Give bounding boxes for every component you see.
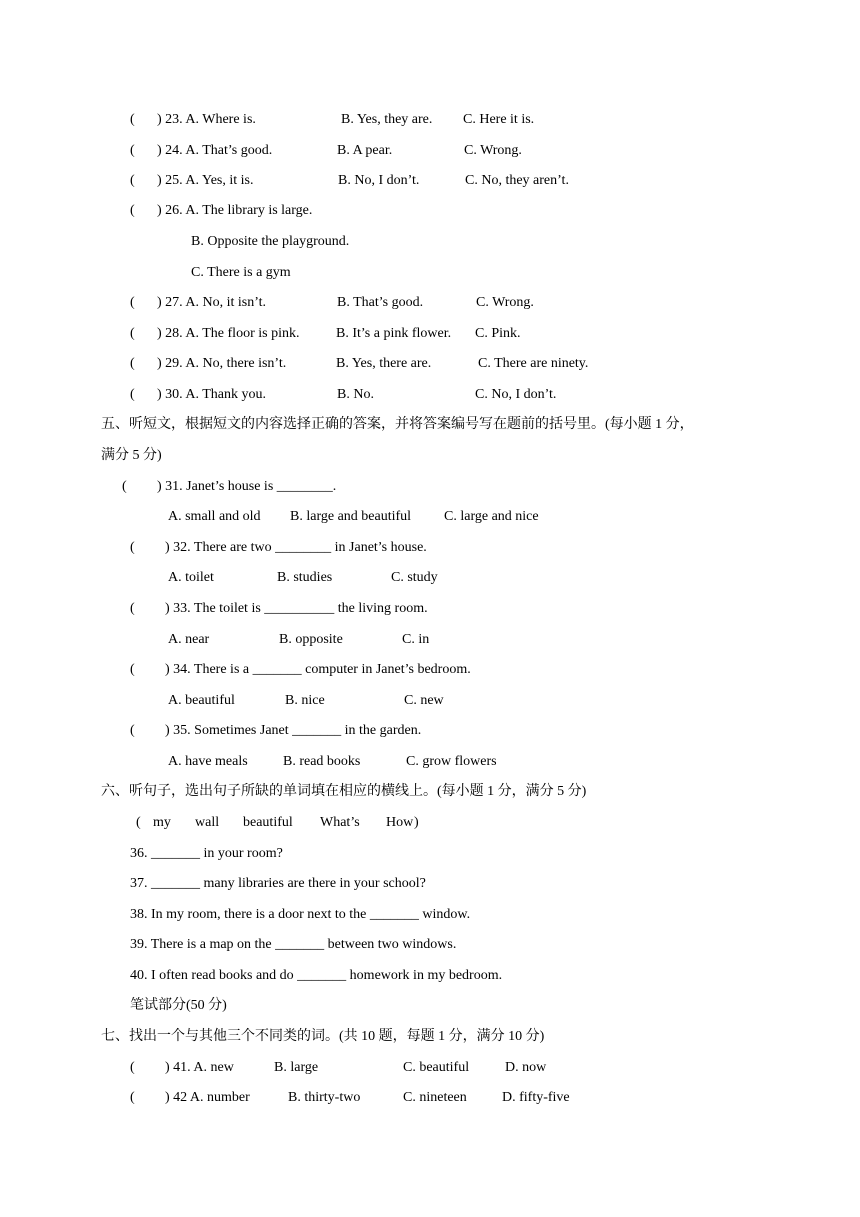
option-b: B. That’s good. [337, 295, 424, 310]
option-c: C. Pink. [475, 326, 521, 341]
question-stem: ) 33. The toilet is __________ the living room. [165, 601, 428, 616]
question-stem: ) 32. There are two ________ in Janet’s house. [165, 540, 427, 555]
option-a: A. have meals [168, 754, 248, 769]
option-c: C. beautiful [403, 1060, 470, 1075]
word-bank-word: What’s [320, 815, 360, 830]
sentence-text: 38. In my room, there is a door next to the _______ window. [130, 907, 471, 922]
answer-bracket: ( [130, 662, 135, 677]
option-d: D. now [505, 1060, 547, 1075]
question-stem: ) 30. A. Thank you. [157, 387, 267, 402]
option-b: B. No, I don’t. [338, 173, 420, 188]
answer-bracket: ( [130, 203, 135, 218]
sentence-text: 39. There is a map on the _______ between two windows. [130, 937, 457, 952]
section-heading-text: 五、听短文，根据短文的内容选择正确的答案，并将答案编号写在题前的括号里。(每小题 1 分， [101, 417, 694, 432]
option-c: C. There is a gym [191, 265, 291, 280]
option-c: C. Here it is. [463, 112, 535, 127]
option-a: A. small and old [168, 509, 261, 524]
question-stem: ) 31. Janet’s house is ________. [157, 479, 337, 494]
sentence-text: 40. I often read books and do _______ homework in my bedroom. [130, 968, 503, 983]
option-b: B. read books [283, 754, 361, 769]
option-c: C. nineteen [403, 1090, 467, 1105]
option-c: C. large and nice [444, 509, 539, 524]
option-c: C. study [391, 570, 438, 585]
option-b: B. Yes, there are. [336, 356, 432, 371]
option-b: B. large and beautiful [290, 509, 412, 524]
option-c: C. No, I don’t. [475, 387, 557, 402]
option-d: D. fifty-five [502, 1090, 570, 1105]
word-bank-word: How [386, 815, 414, 830]
option-b: B. No. [337, 387, 374, 402]
word-bank-word: wall [195, 815, 220, 830]
option-b: B. nice [285, 693, 325, 708]
word-bank-close: ) [414, 815, 419, 830]
option-c: C. Wrong. [464, 143, 522, 158]
option-c: C. Wrong. [476, 295, 534, 310]
answer-bracket: ( [130, 387, 135, 402]
option-a: A. near [168, 632, 210, 647]
question-42 [0, 1089, 570, 1197]
word-bank-open: ( [136, 815, 141, 830]
option-b: B. large [274, 1060, 319, 1075]
section-heading-text: 七、找出一个与其他三个不同类的词。(共 10 题，每题 1 分，满分 10 分) [101, 1029, 545, 1044]
option-a: A. toilet [168, 570, 214, 585]
answer-bracket: ( [130, 1090, 135, 1105]
answer-bracket: ( [130, 723, 135, 738]
answer-bracket: ( [130, 356, 135, 371]
option-b: B. studies [277, 570, 333, 585]
answer-bracket: ( [130, 173, 135, 188]
section-heading-text: 六、听句子，选出句子所缺的单词填在相应的横线上。(每小题 1 分，满分 5 分) [101, 784, 587, 799]
word-bank-word: beautiful [243, 815, 293, 830]
option-b: B. opposite [279, 632, 343, 647]
answer-bracket: ( [130, 601, 135, 616]
option-a: A. beautiful [168, 693, 235, 708]
question-stem: ) 24. A. That’s good. [157, 143, 273, 158]
option-b: B. thirty-two [288, 1090, 361, 1105]
answer-bracket: ( [130, 540, 135, 555]
sentence-text: 37. _______ many libraries are there in your school? [130, 876, 426, 891]
part-heading-text: 笔试部分(50 分) [130, 998, 227, 1013]
question-stem: ) 28. A. The floor is pink. [157, 326, 300, 341]
question-stem: ) 35. Sometimes Janet _______ in the garden. [165, 723, 422, 738]
option-b: B. It’s a pink flower. [336, 326, 452, 341]
option-c: C. There are ninety. [478, 356, 589, 371]
word-bank-word: my [153, 815, 171, 830]
question-stem: ) 27. A. No, it isn’t. [157, 295, 267, 310]
option-c: C. grow flowers [406, 754, 497, 769]
option-c: C. new [404, 693, 444, 708]
answer-bracket: ( [130, 112, 135, 127]
answer-bracket: ( [130, 1060, 135, 1075]
question-stem: ) 29. A. No, there isn’t. [157, 356, 287, 371]
question-stem: ) 23. A. Where is. [157, 112, 256, 127]
option-b: B. Yes, they are. [341, 112, 433, 127]
answer-bracket: ( [130, 326, 135, 341]
question-stem: ) 34. There is a _______ computer in Janet’s bedroom. [165, 662, 471, 677]
question-stem: ) 41. A. new [165, 1060, 234, 1075]
option-b: B. Opposite the playground. [191, 234, 350, 249]
section-heading-text: 满分 5 分) [101, 448, 162, 463]
answer-bracket: ( [122, 479, 127, 494]
answer-bracket: ( [130, 295, 135, 310]
option-c: C. in [402, 632, 430, 647]
sentence-text: 36. _______ in your room? [130, 846, 283, 861]
question-stem: ) 26. A. The library is large. [157, 203, 313, 218]
answer-bracket: ( [130, 143, 135, 158]
option-b: B. A pear. [337, 143, 393, 158]
question-stem: ) 25. A. Yes, it is. [157, 173, 254, 188]
option-c: C. No, they aren’t. [465, 173, 569, 188]
question-stem: ) 42 A. number [165, 1090, 250, 1105]
